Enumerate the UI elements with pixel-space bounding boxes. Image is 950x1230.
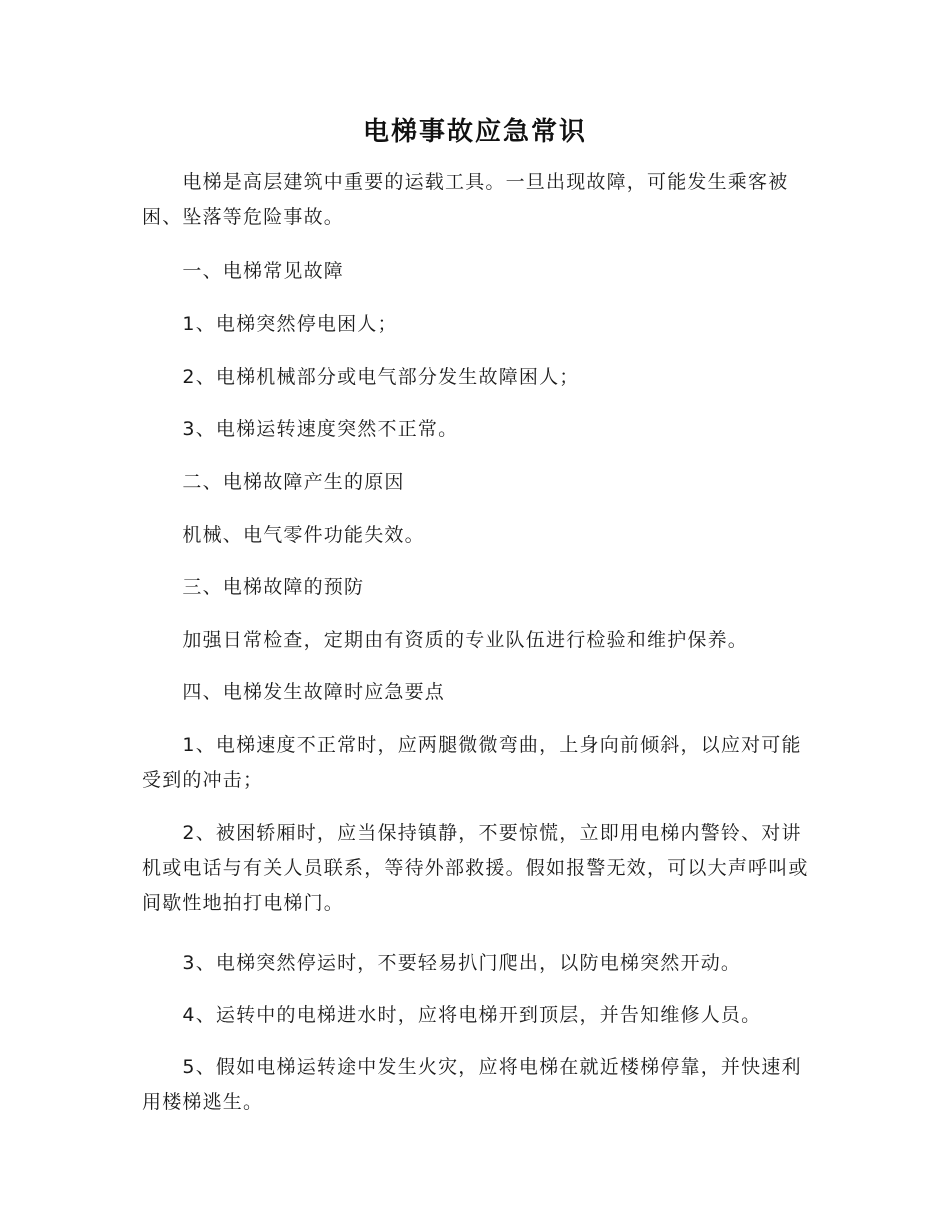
paragraph-intro: 电梯是高层建筑中重要的运载工具。一旦出现故障，可能发生乘客被困、坠落等危险事故。 <box>142 171 789 228</box>
heading-section-4: 四、电梯发生故障时应急要点 <box>142 681 446 703</box>
list-item: 3、电梯运转速度突然不正常。 <box>142 418 459 440</box>
heading-section-3: 三、电梯故障的预防 <box>142 576 365 598</box>
paragraph-prevention: 加强日常检查，定期由有资质的专业队伍进行检验和维护保养。 <box>142 629 749 651</box>
paragraph-cause: 机械、电气零件功能失效。 <box>142 524 425 546</box>
list-item: 1、电梯突然停电困人； <box>142 313 398 335</box>
list-item: 1、电梯速度不正常时，应两腿微微弯曲，上身向前倾斜，以应对可能受到的冲击； <box>142 734 802 791</box>
heading-section-1: 一、电梯常见故障 <box>142 260 345 282</box>
list-item: 2、电梯机械部分或电气部分发生故障困人； <box>142 366 580 388</box>
heading-section-2: 二、电梯故障产生的原因 <box>142 471 405 493</box>
document-title: 电梯事故应急常识 <box>362 117 587 147</box>
list-item: 5、假如电梯运转途中发生火灾，应将电梯在就近楼梯停靠，并快速利用楼梯逃生。 <box>142 1056 802 1113</box>
list-item: 3、电梯突然停运时，不要轻易扒门爬出，以防电梯突然开动。 <box>142 952 742 974</box>
list-item: 4、运转中的电梯进水时，应将电梯开到顶层，并告知维修人员。 <box>142 1004 762 1026</box>
list-item: 2、被困轿厢时，应当保持镇静，不要惊慌，立即用电梯内警铃、对讲机或电话与有关人员联系，等待外部救援。假如报警无效，可以大声呼叫或间歇性地拍打电梯门。 <box>142 822 809 914</box>
